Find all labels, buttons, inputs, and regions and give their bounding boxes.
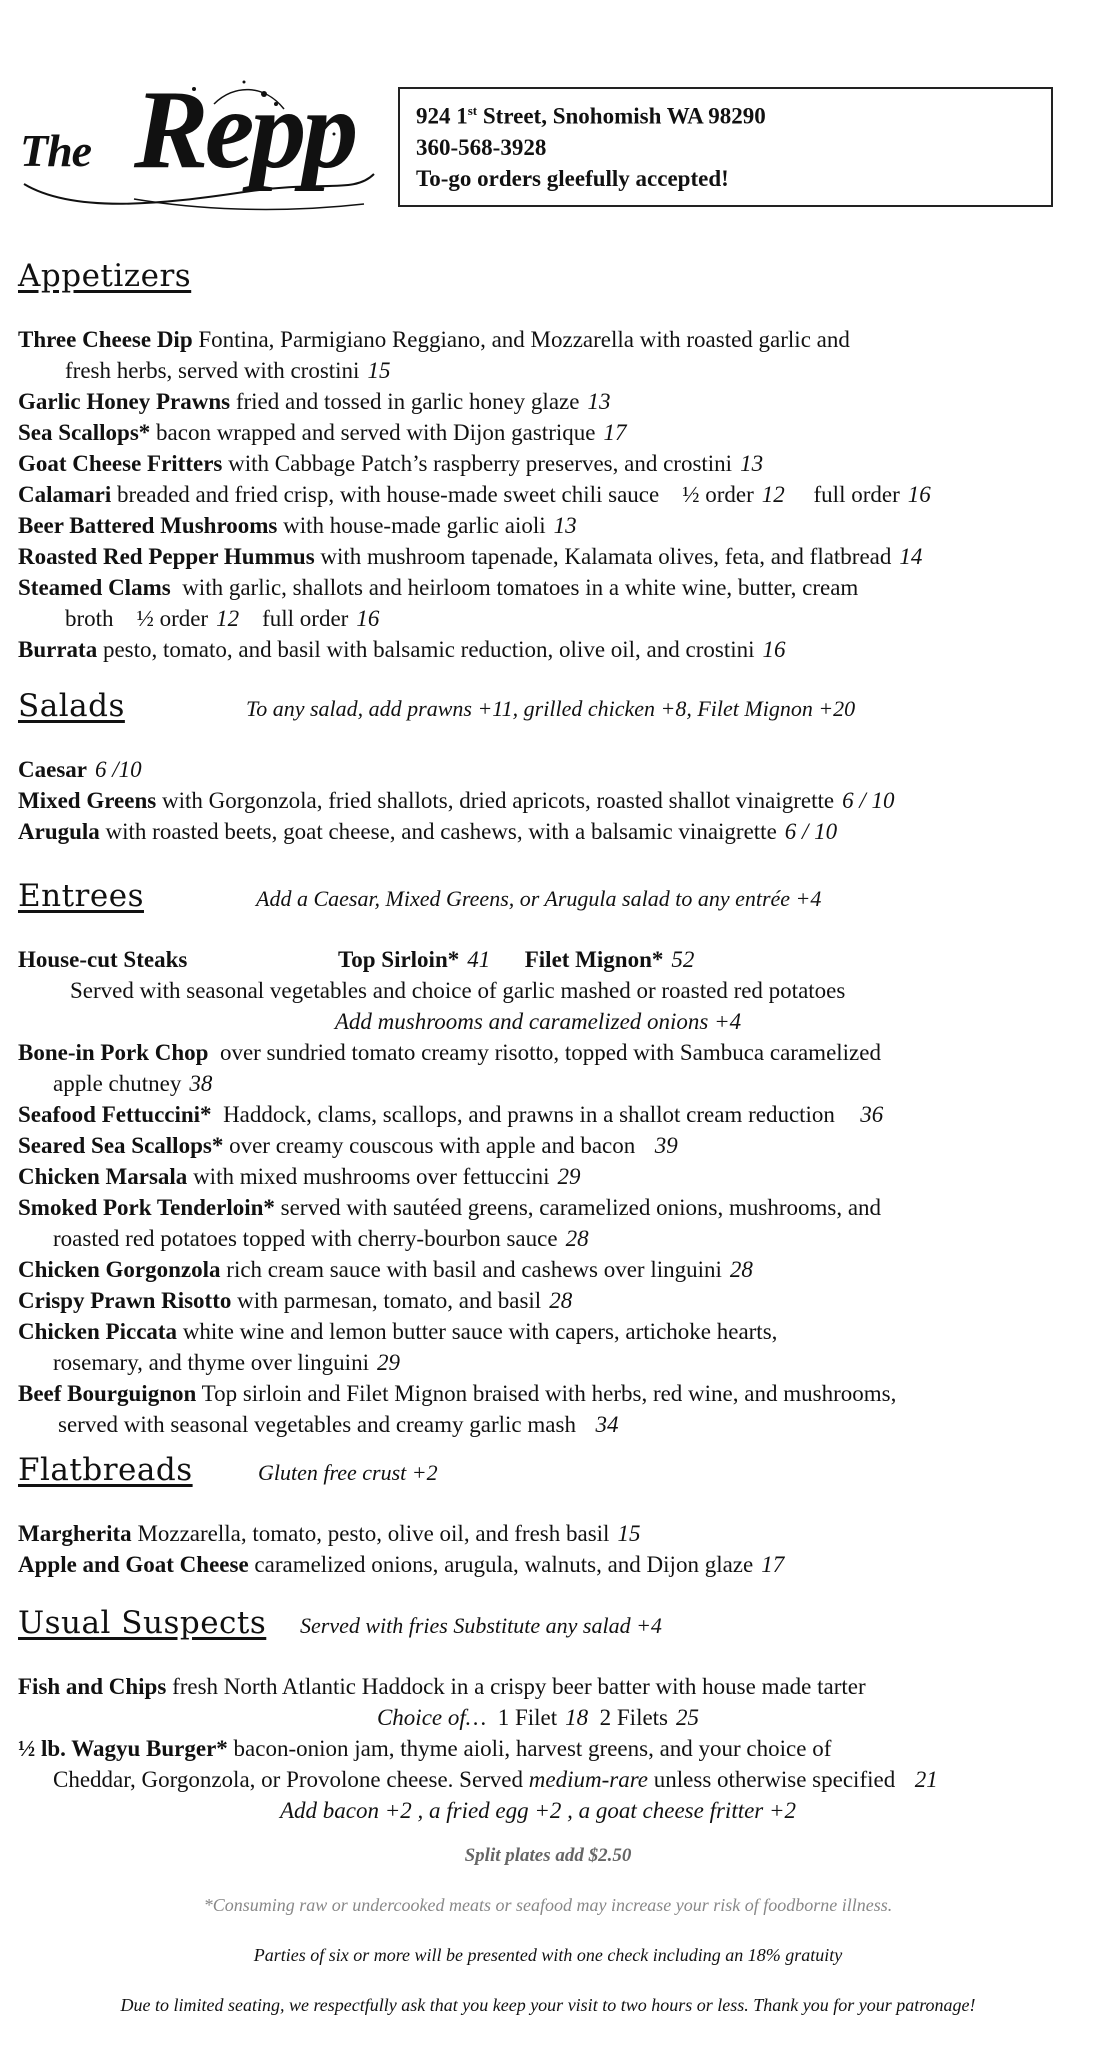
usual-suspects-note: Served with fries Substitute any salad +4 bbox=[300, 1613, 662, 1638]
appetizers-heading: Appetizers bbox=[18, 258, 192, 294]
usual-suspects-heading: Usual Suspects bbox=[18, 1605, 267, 1641]
consumption-warning: *Consuming raw or undercooked meats or seafood may increase your risk of foodborne illness. bbox=[203, 1895, 893, 1915]
appetizers-section bbox=[18, 258, 931, 665]
menu-item: Apple and Goat Cheese caramelized onions, arugula, walnuts, and Dijon glaze 17 bbox=[18, 1552, 785, 1577]
salads-section bbox=[18, 688, 1078, 847]
togo-note: To-go orders gleefully accepted! bbox=[416, 165, 729, 191]
restaurant-logo bbox=[14, 68, 384, 214]
phone-number[interactable]: 360-568-3928 bbox=[416, 134, 547, 160]
menu-item: Sea Scallops* bacon wrapped and served with Dijon gastrique 17 bbox=[18, 420, 627, 445]
menu-item: Smoked Pork Tenderloin* served with sautéed greens, caramelized onions, mushrooms, and bbox=[18, 1195, 882, 1220]
flatbreads-heading: Flatbreads bbox=[18, 1452, 193, 1488]
burger-addon: Add bacon +2 , a fried egg +2 , a goat cheese fritter +2 bbox=[279, 1798, 797, 1823]
menu-item: Arugula with roasted beets, goat cheese, and cashews, with a balsamic vinaigrette 6 / 10 bbox=[18, 819, 838, 844]
flatbreads-note: Gluten free crust +2 bbox=[258, 1460, 438, 1485]
menu-item-cont: apple chutney 38 bbox=[53, 1071, 213, 1096]
menu-item: Steamed Clams with garlic, shallots and heirloom tomatoes in a white wine, butter, cream bbox=[18, 575, 859, 600]
entrees-heading: Entrees bbox=[18, 878, 144, 914]
menu-item: Roasted Red Pepper Hummus with mushroom tapenade, Kalamata olives, feta, and flatbread 14 bbox=[18, 544, 923, 569]
split-plates-note: Split plates add $2.50 bbox=[464, 1845, 632, 1866]
menu-item: Chicken Gorgonzola rich cream sauce with basil and cashews over linguini 28 bbox=[18, 1257, 753, 1282]
menu-item-cont: Cheddar, Gorgonzola, or Provolone cheese. Served medium-rare unless otherwise specified 21 bbox=[53, 1767, 938, 1792]
menu-item-steaks: House-cut Steaks Top Sirloin* 41 Filet Mignon* 52 bbox=[18, 947, 695, 972]
menu-item: Burrata pesto, tomato, and basil with balsamic reduction, olive oil, and crostini 16 bbox=[18, 637, 786, 662]
salads-note: To any salad, add prawns +11, grilled chicken +8, Filet Mignon +20 bbox=[246, 696, 856, 721]
menu-item: Chicken Piccata white wine and lemon butter sauce with capers, artichoke hearts, bbox=[18, 1319, 778, 1344]
menu-item-cont: fresh herbs, served with crostini 15 bbox=[65, 358, 391, 383]
menu-item: Seafood Fettuccini* Haddock, clams, scallops, and prawns in a shallot cream reduction 36 bbox=[18, 1102, 884, 1127]
entrees-note: Add a Caesar, Mixed Greens, or Arugula salad to any entrée +4 bbox=[256, 886, 822, 911]
steak-addon: Add mushrooms and caramelized onions +4 bbox=[334, 1009, 742, 1034]
salads-heading: Salads bbox=[18, 688, 125, 724]
logo-text-main: Repp bbox=[134, 68, 355, 192]
logo-text-the: The bbox=[20, 125, 92, 176]
menu-item: Beer Battered Mushrooms with house-made garlic aioli 13 bbox=[18, 513, 577, 538]
menu-item-cont: Choice of… 1 Filet 18 2 Filets 25 bbox=[376, 1705, 700, 1730]
menu-item: Calamari breaded and fried crisp, with house-made sweet chili sauce ½ order 12 full order 16 bbox=[18, 482, 931, 507]
entrees-section bbox=[18, 878, 1078, 1440]
seating-note: Due to limited seating, we respectfully ask that you keep your visit to two hours or less. Thank you for your patronage! bbox=[120, 1995, 976, 2015]
menu-item: Chicken Marsala with mixed mushrooms over fettuccini 29 bbox=[18, 1164, 581, 1189]
menu-item: Bone-in Pork Chop over sundried tomato creamy risotto, topped with Sambuca caramelized bbox=[18, 1040, 881, 1065]
menu-item: Caesar 6 /10 bbox=[18, 757, 142, 782]
menu-item: Three Cheese Dip Fontina, Parmigiano Reggiano, and Mozzarella with roasted garlic and bbox=[18, 327, 850, 352]
address: 924 1st Street, Snohomish WA 98290 bbox=[416, 103, 766, 129]
usual-suspects-section bbox=[18, 1605, 1078, 1826]
menu-item: Goat Cheese Fritters with Cabbage Patch’s raspberry preserves, and crostini 13 bbox=[18, 451, 764, 476]
menu-item: Fish and Chips fresh North Atlantic Haddock in a crispy beer batter with house made tarter bbox=[18, 1674, 866, 1699]
menu-item: ½ lb. Wagyu Burger* bacon-onion jam, thyme aioli, harvest greens, and your choice of bbox=[18, 1736, 832, 1761]
menu-item: Mixed Greens with Gorgonzola, fried shallots, dried apricots, roasted shallot vinaigrette 6 / 10 bbox=[18, 788, 895, 813]
menu-item-cont: served with seasonal vegetables and creamy garlic mash 34 bbox=[58, 1412, 619, 1437]
contact-info-box bbox=[398, 87, 1053, 207]
menu-item-cont: broth ½ order 12 full order 16 bbox=[65, 606, 380, 631]
gratuity-note: Parties of six or more will be presented with one check including an 18% gratuity bbox=[253, 1945, 843, 1965]
menu-item: Crispy Prawn Risotto with parmesan, tomato, and basil 28 bbox=[18, 1288, 573, 1313]
menu-item-cont: Served with seasonal vegetables and choice of garlic mashed or roasted red potatoes bbox=[70, 978, 846, 1003]
menu-item: Beef Bourguignon Top sirloin and Filet Mignon braised with herbs, red wine, and mushrooms, bbox=[18, 1381, 897, 1406]
flatbreads-section bbox=[18, 1452, 1078, 1580]
menu-item: Seared Sea Scallops* over creamy couscous with apple and bacon 39 bbox=[18, 1133, 678, 1158]
menu-item-cont: roasted red potatoes topped with cherry-bourbon sauce 28 bbox=[53, 1226, 589, 1251]
menu-item: Margherita Mozzarella, tomato, pesto, olive oil, and fresh basil 15 bbox=[18, 1521, 641, 1546]
menu-item-cont: rosemary, and thyme over linguini 29 bbox=[53, 1350, 400, 1375]
menu-item: Garlic Honey Prawns fried and tossed in garlic honey glaze 13 bbox=[18, 389, 611, 414]
